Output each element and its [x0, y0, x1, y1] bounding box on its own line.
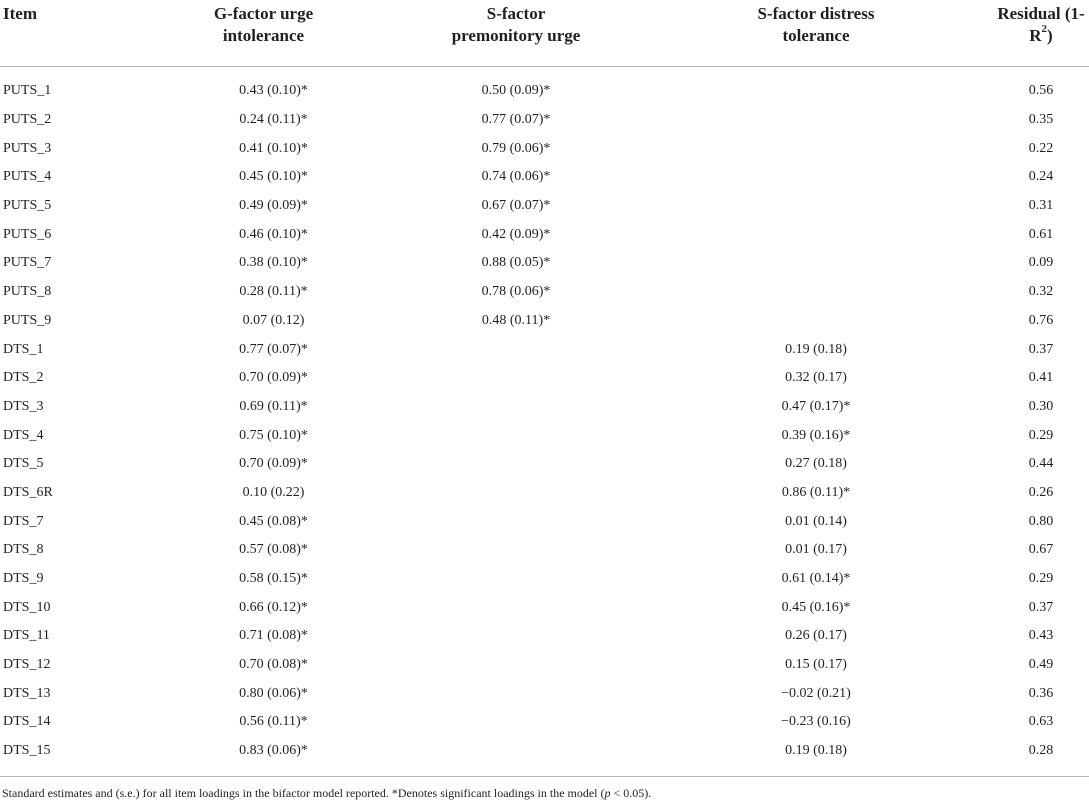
- table-row: [0, 421, 1089, 450]
- cell-item: DTS_7: [3, 513, 44, 529]
- table-row: [0, 708, 1089, 737]
- table-footnote: Standard estimates and (s.e.) for all item loadings in the bifactor model reported. *Denotes significant loadings in the model (p < 0.05).: [2, 786, 652, 800]
- cell-g-factor: 0.70 (0.09)*: [239, 456, 308, 472]
- cell-s-factor-distress: [655, 192, 907, 221]
- cell-s-factor-premonitory: [377, 335, 655, 364]
- cell-s-factor-premonitory: [377, 593, 655, 622]
- cell-s-factor-distress: 0.86 (0.11)*: [781, 484, 851, 500]
- cell-residual: 0.80: [1028, 513, 1054, 529]
- cell-item: DTS_15: [3, 743, 51, 759]
- cell-g-factor: 0.77 (0.07)*: [239, 341, 308, 357]
- cell-g-factor: 0.71 (0.08)*: [239, 628, 308, 644]
- footnote-divider: [0, 776, 1089, 777]
- cell-item: DTS_14: [3, 714, 51, 730]
- cell-s-factor-distress: 0.26 (0.17): [785, 628, 847, 644]
- cell-s-factor-distress: [655, 163, 907, 192]
- cell-item: DTS_12: [3, 657, 51, 673]
- cell-s-factor-premonitory: [377, 421, 655, 450]
- cell-residual: 0.32: [1028, 284, 1054, 300]
- table-row: [0, 335, 1089, 364]
- cell-residual: 0.49: [1028, 657, 1054, 673]
- cell-s-factor-premonitory: 0.48 (0.11)*: [481, 312, 551, 328]
- cell-s-factor-distress: [655, 220, 907, 249]
- cell-s-factor-distress: [655, 134, 907, 163]
- table-row: [0, 134, 1089, 163]
- cell-s-factor-distress: [655, 106, 907, 135]
- header-s-factor-distress: S-factor distress tolerance: [655, 0, 907, 67]
- cell-item: DTS_11: [3, 628, 50, 644]
- cell-residual: 0.61: [1028, 226, 1054, 242]
- cell-item: DTS_8: [3, 542, 44, 558]
- cell-g-factor: 0.80 (0.06)*: [239, 685, 308, 701]
- cell-residual: 0.43: [1028, 628, 1054, 644]
- cell-residual: 0.28: [1028, 743, 1054, 759]
- cell-g-factor: 0.41 (0.10)*: [239, 140, 308, 156]
- cell-s-factor-distress: 0.45 (0.16)*: [781, 599, 851, 615]
- table-row: [0, 67, 1089, 106]
- cell-s-factor-distress: −0.02 (0.21): [781, 685, 851, 701]
- cell-g-factor: 0.69 (0.11)*: [239, 398, 308, 414]
- cell-s-factor-distress: 0.01 (0.17): [785, 542, 847, 558]
- cell-s-factor-distress: 0.19 (0.18): [785, 341, 847, 357]
- cell-residual: 0.35: [1028, 112, 1054, 128]
- cell-s-factor-premonitory: [377, 651, 655, 680]
- table-row: [0, 593, 1089, 622]
- cell-s-factor-distress: 0.19 (0.18): [785, 743, 847, 759]
- table-row: [0, 507, 1089, 536]
- cell-s-factor-distress: 0.01 (0.14): [785, 513, 847, 529]
- cell-item: DTS_13: [3, 685, 51, 701]
- cell-s-factor-premonitory: 0.77 (0.07)*: [481, 112, 551, 128]
- cell-g-factor: 0.45 (0.08)*: [239, 513, 308, 529]
- cell-s-factor-distress: 0.27 (0.18): [785, 456, 847, 472]
- cell-residual: 0.36: [1028, 685, 1054, 701]
- cell-s-factor-distress: [655, 307, 907, 336]
- cell-s-factor-distress: −0.23 (0.16): [781, 714, 851, 730]
- cell-s-factor-distress: 0.61 (0.14)*: [781, 571, 851, 587]
- cell-s-factor-premonitory: 0.67 (0.07)*: [481, 198, 551, 214]
- cell-s-factor-distress: 0.32 (0.17): [785, 370, 847, 386]
- cell-residual: 0.29: [1028, 427, 1054, 443]
- table-row: [0, 565, 1089, 594]
- table-row: [0, 479, 1089, 508]
- cell-residual: 0.09: [1028, 255, 1054, 271]
- cell-g-factor: 0.66 (0.12)*: [239, 599, 308, 615]
- cell-s-factor-premonitory: [377, 479, 655, 508]
- cell-item: PUTS_2: [3, 112, 52, 128]
- cell-s-factor-distress: 0.47 (0.17)*: [781, 398, 851, 414]
- cell-residual: 0.67: [1028, 542, 1054, 558]
- cell-g-factor: 0.28 (0.11)*: [239, 284, 308, 300]
- cell-s-factor-distress: [655, 278, 907, 307]
- cell-g-factor: 0.24 (0.11)*: [239, 112, 308, 128]
- cell-residual: 0.76: [1028, 312, 1054, 328]
- cell-item: PUTS_9: [3, 312, 52, 328]
- cell-s-factor-premonitory: [377, 565, 655, 594]
- header-g-factor: G-factor urge intolerance: [150, 0, 377, 67]
- cell-item: DTS_4: [3, 427, 44, 443]
- cell-residual: 0.31: [1028, 198, 1054, 214]
- table-row: [0, 393, 1089, 422]
- cell-s-factor-premonitory: 0.50 (0.09)*: [481, 83, 551, 99]
- table-row: [0, 622, 1089, 651]
- table-row: [0, 450, 1089, 479]
- cell-s-factor-premonitory: 0.88 (0.05)*: [481, 255, 551, 271]
- table-row: [0, 651, 1089, 680]
- cell-g-factor: 0.75 (0.10)*: [239, 427, 308, 443]
- table-row: [0, 307, 1089, 336]
- cell-g-factor: 0.58 (0.15)*: [239, 571, 308, 587]
- cell-g-factor: 0.83 (0.06)*: [239, 743, 308, 759]
- cell-item: DTS_5: [3, 456, 44, 472]
- cell-item: PUTS_4: [3, 169, 52, 185]
- table-body: [0, 67, 1089, 766]
- cell-s-factor-distress: [655, 249, 907, 278]
- header-s-factor-premonitory: S-factor premonitory urge: [377, 0, 655, 67]
- cell-residual: 0.63: [1028, 714, 1054, 730]
- cell-s-factor-premonitory: 0.74 (0.06)*: [481, 169, 551, 185]
- cell-s-factor-premonitory: [377, 507, 655, 536]
- cell-item: PUTS_1: [3, 83, 52, 99]
- table-row: [0, 536, 1089, 565]
- cell-residual: 0.26: [1028, 484, 1054, 500]
- cell-s-factor-premonitory: 0.42 (0.09)*: [481, 226, 551, 242]
- table-row: [0, 278, 1089, 307]
- cell-s-factor-premonitory: [377, 737, 655, 766]
- cell-s-factor-premonitory: 0.79 (0.06)*: [481, 140, 551, 156]
- header-item: Item: [0, 0, 150, 67]
- cell-residual: 0.37: [1028, 341, 1054, 357]
- cell-g-factor: 0.07 (0.12): [242, 312, 305, 328]
- cell-g-factor: 0.70 (0.08)*: [239, 657, 308, 673]
- cell-s-factor-premonitory: [377, 536, 655, 565]
- table-row: [0, 220, 1089, 249]
- cell-s-factor-premonitory: [377, 708, 655, 737]
- cell-g-factor: 0.45 (0.10)*: [239, 169, 308, 185]
- cell-item: DTS_10: [3, 599, 51, 615]
- cell-g-factor: 0.43 (0.10)*: [239, 83, 308, 99]
- cell-s-factor-distress: 0.39 (0.16)*: [781, 427, 851, 443]
- cell-residual: 0.56: [1028, 83, 1054, 99]
- table-row: [0, 679, 1089, 708]
- cell-item: PUTS_5: [3, 198, 52, 214]
- cell-s-factor-premonitory: [377, 393, 655, 422]
- table-row: [0, 192, 1089, 221]
- cell-residual: 0.24: [1028, 169, 1054, 185]
- cell-residual: 0.41: [1028, 370, 1054, 386]
- cell-s-factor-premonitory: 0.78 (0.06)*: [481, 284, 551, 300]
- table-row: [0, 737, 1089, 766]
- cell-s-factor-distress: [655, 67, 907, 106]
- table-row: [0, 249, 1089, 278]
- cell-residual: 0.37: [1028, 599, 1054, 615]
- cell-s-factor-premonitory: [377, 450, 655, 479]
- cell-s-factor-premonitory: [377, 679, 655, 708]
- table-row: [0, 364, 1089, 393]
- cell-residual: 0.29: [1028, 571, 1054, 587]
- cell-item: DTS_6R: [3, 484, 53, 500]
- cell-residual: 0.22: [1028, 140, 1054, 156]
- cell-item: PUTS_7: [3, 255, 52, 271]
- table-header: [0, 0, 1089, 67]
- cell-s-factor-premonitory: [377, 622, 655, 651]
- cell-s-factor-premonitory: [377, 364, 655, 393]
- cell-residual: 0.44: [1028, 456, 1054, 472]
- cell-g-factor: 0.57 (0.08)*: [239, 542, 308, 558]
- cell-item: DTS_3: [3, 398, 44, 414]
- cell-g-factor: 0.49 (0.09)*: [239, 198, 308, 214]
- header-residual: Residual $(1-R^2)$: [907, 0, 1089, 67]
- cell-item: DTS_1: [3, 341, 44, 357]
- cell-item: PUTS_3: [3, 140, 52, 156]
- cell-g-factor: 0.38 (0.10)*: [239, 255, 308, 271]
- cell-item: PUTS_8: [3, 284, 52, 300]
- cell-item: PUTS_6: [3, 226, 52, 242]
- cell-item: DTS_9: [3, 571, 44, 587]
- table-row: [0, 106, 1089, 135]
- cell-residual: 0.30: [1028, 398, 1054, 414]
- cell-g-factor: 0.70 (0.09)*: [239, 370, 308, 386]
- cell-g-factor: 0.46 (0.10)*: [239, 226, 308, 242]
- cell-g-factor: 0.56 (0.11)*: [239, 714, 308, 730]
- cell-g-factor: 0.10 (0.22): [242, 484, 305, 500]
- cell-item: DTS_2: [3, 370, 44, 386]
- table-row: [0, 163, 1089, 192]
- cell-s-factor-distress: 0.15 (0.17): [785, 657, 847, 673]
